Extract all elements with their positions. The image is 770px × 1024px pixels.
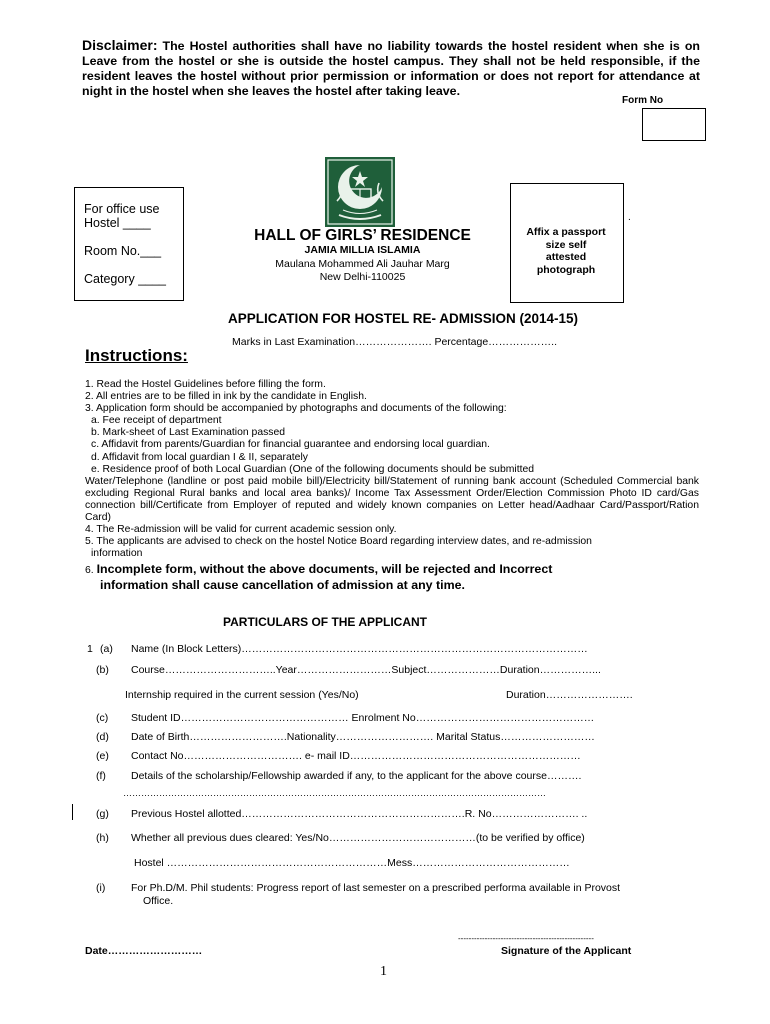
name-field[interactable]: Name (In Block Letters)……………………………………………………………………………………… <box>131 643 588 655</box>
item-number-1: 1 <box>87 643 93 655</box>
stray-dot: . <box>628 212 631 223</box>
instruction-6-line-2: information shall cause cancellation of admission at any time. <box>100 577 465 592</box>
address <box>200 258 525 283</box>
instruction-3e: e. Residence proof of both Local Guardian (One of the following documents should be submitted <box>91 463 535 475</box>
student-id-field[interactable]: Student ID………………………………………… Enrolment No…………………………………………… <box>131 712 595 724</box>
instruction-1: 1. Read the Hostel Guidelines before filling the form. <box>85 379 326 390</box>
instruction-3b: b. Mark-sheet of Last Examination passed <box>91 427 286 439</box>
item-e-label: (e) <box>96 750 109 762</box>
instruction-2: 2. All entries are to be filled in ink by the candidate in English. <box>85 391 367 403</box>
item-i-label: (i) <box>96 882 106 894</box>
item-f-label: (f) <box>96 770 106 782</box>
photo-line-3: attested <box>545 251 587 263</box>
instruction-4: 4. The Re-admission will be valid for current academic session only. <box>85 524 397 536</box>
address-line-2: New Delhi-110025 <box>319 270 406 283</box>
instruction-5: 5. The applicants are advised to check on the hostel Notice Board regarding interview dates, and re-admission <box>85 536 592 548</box>
course-field[interactable]: Course…………………………..Year………………………Subject…………………Duration……………... <box>131 664 601 676</box>
disclaimer-lead: Disclaimer: <box>82 37 158 53</box>
instructions-list <box>85 379 699 592</box>
form-no-field[interactable] <box>642 108 706 141</box>
office-category-field: Category ____ <box>84 272 167 286</box>
progress-report-note-cont: Office. <box>143 895 174 907</box>
item-c-label: (c) <box>96 712 109 724</box>
item-g-label: (g) <box>96 808 109 820</box>
hall-title: HALL OF GIRLS’ RESIDENCE <box>254 227 471 244</box>
internship-field[interactable]: Internship required in the current session (Yes/No) <box>125 689 359 701</box>
photo-line-1: Affix a passport <box>526 226 606 238</box>
form-no-label: Form No <box>622 95 664 106</box>
instructions-title: Instructions: <box>85 346 188 365</box>
instruction-6-line-1: Incomplete form, without the above documents, will be rejected and Incorrect <box>96 562 553 577</box>
instruction-3a: a. Fee receipt of department <box>91 415 222 427</box>
disclaimer <box>82 38 700 99</box>
date-field[interactable]: Date……………………… <box>85 945 203 957</box>
item-d-label: (d) <box>96 731 109 743</box>
scholarship-field-cont[interactable]: …………………………………………………………………………………………………………………………… <box>123 788 546 798</box>
contact-field[interactable]: Contact No……………………………. e- mail ID………………………………………………………… <box>131 750 581 762</box>
page-number: 1 <box>380 964 387 979</box>
item-b-label: (b) <box>96 664 109 676</box>
previous-hostel-field[interactable]: Previous Hostel allotted……………………………………………………….R. No……………………. .. <box>131 808 588 820</box>
particulars-title: PARTICULARS OF THE APPLICANT <box>223 615 427 629</box>
instruction-3: 3. Application form should be accompanied by photographs and documents of the following: <box>85 403 507 415</box>
instruction-6 <box>85 562 699 577</box>
instruction-3c: c. Affidavit from parents/Guardian for financial guarantee and endorsing local guardian. <box>91 439 490 451</box>
instruction-3d: d. Affidavit from local guardian I & II, separately <box>91 451 308 463</box>
marks-line[interactable]: Marks in Last Examination…………………. Percentage……………….. <box>232 336 558 348</box>
university-logo <box>325 157 395 227</box>
margin-mark <box>72 804 73 820</box>
instruction-6-number: 6. <box>85 565 94 577</box>
office-room-field: Room No.___ <box>84 244 162 258</box>
internship-duration-field[interactable]: Duration……………………. <box>506 689 633 701</box>
photo-line-2: size self <box>545 238 587 251</box>
disclaimer-text: The Hostel authorities shall have no liability towards the hostel resident when she is on Leave from the hostel or she is outside the hostel campus. They shall not be held responsible, if the resident leaves the hostel without prior permission or information or does not report for attendance at night in the hostel when she leaves the hostel after taking leave. <box>82 39 700 98</box>
hostel-mess-field[interactable]: Hostel ………………………………………………………Mess……………………………………… <box>134 857 570 869</box>
dues-cleared-field[interactable]: Whether all previous dues cleared: Yes/No……………………………………(to be verified by office) <box>131 832 585 844</box>
birth-details-field[interactable]: Date of Birth……………………….Nationality………………………. Marital Status……………………… <box>131 731 595 743</box>
university-name: JAMIA MILLIA ISLAMIA <box>304 244 421 256</box>
signature-line: --------------------------------------------------- <box>458 934 594 943</box>
scholarship-field[interactable]: Details of the scholarship/Fellowship awarded if any, to the applicant for the above course………. <box>131 770 582 782</box>
photo-instruction <box>510 226 622 276</box>
application-title: APPLICATION FOR HOSTEL RE- ADMISSION (2014-15) <box>228 311 579 326</box>
progress-report-note: For Ph.D/M. Phil students: Progress report of last semester on a prescribed performa available in Provost <box>131 882 621 894</box>
office-use-box <box>74 187 184 301</box>
address-line-1: Maulana Mohammed Ali Jauhar Marg <box>275 258 450 270</box>
signature-label: Signature of the Applicant <box>501 945 632 957</box>
office-hostel-field: Hostel ____ <box>84 216 151 230</box>
office-use-heading: For office use <box>84 202 160 216</box>
instruction-5-cont: information <box>91 548 143 560</box>
item-h-label: (h) <box>96 832 109 844</box>
instruction-3e-documents: Water/Telephone (landline or post paid mobile bill)/Electricity bill/Statement of running bank account (Scheduled Commercial bank excluding Regional Rural banks and local area banks)/ Income Tax Assessment Order/Election Commission Photo ID card/Gas connection bill/Certificate from Employer of reputed and widely known companies on Letter head/Aadhaar Card/Passport/Ration Card) <box>85 475 699 524</box>
photo-line-4: photograph <box>536 263 596 276</box>
item-a-label: (a) <box>100 643 113 655</box>
